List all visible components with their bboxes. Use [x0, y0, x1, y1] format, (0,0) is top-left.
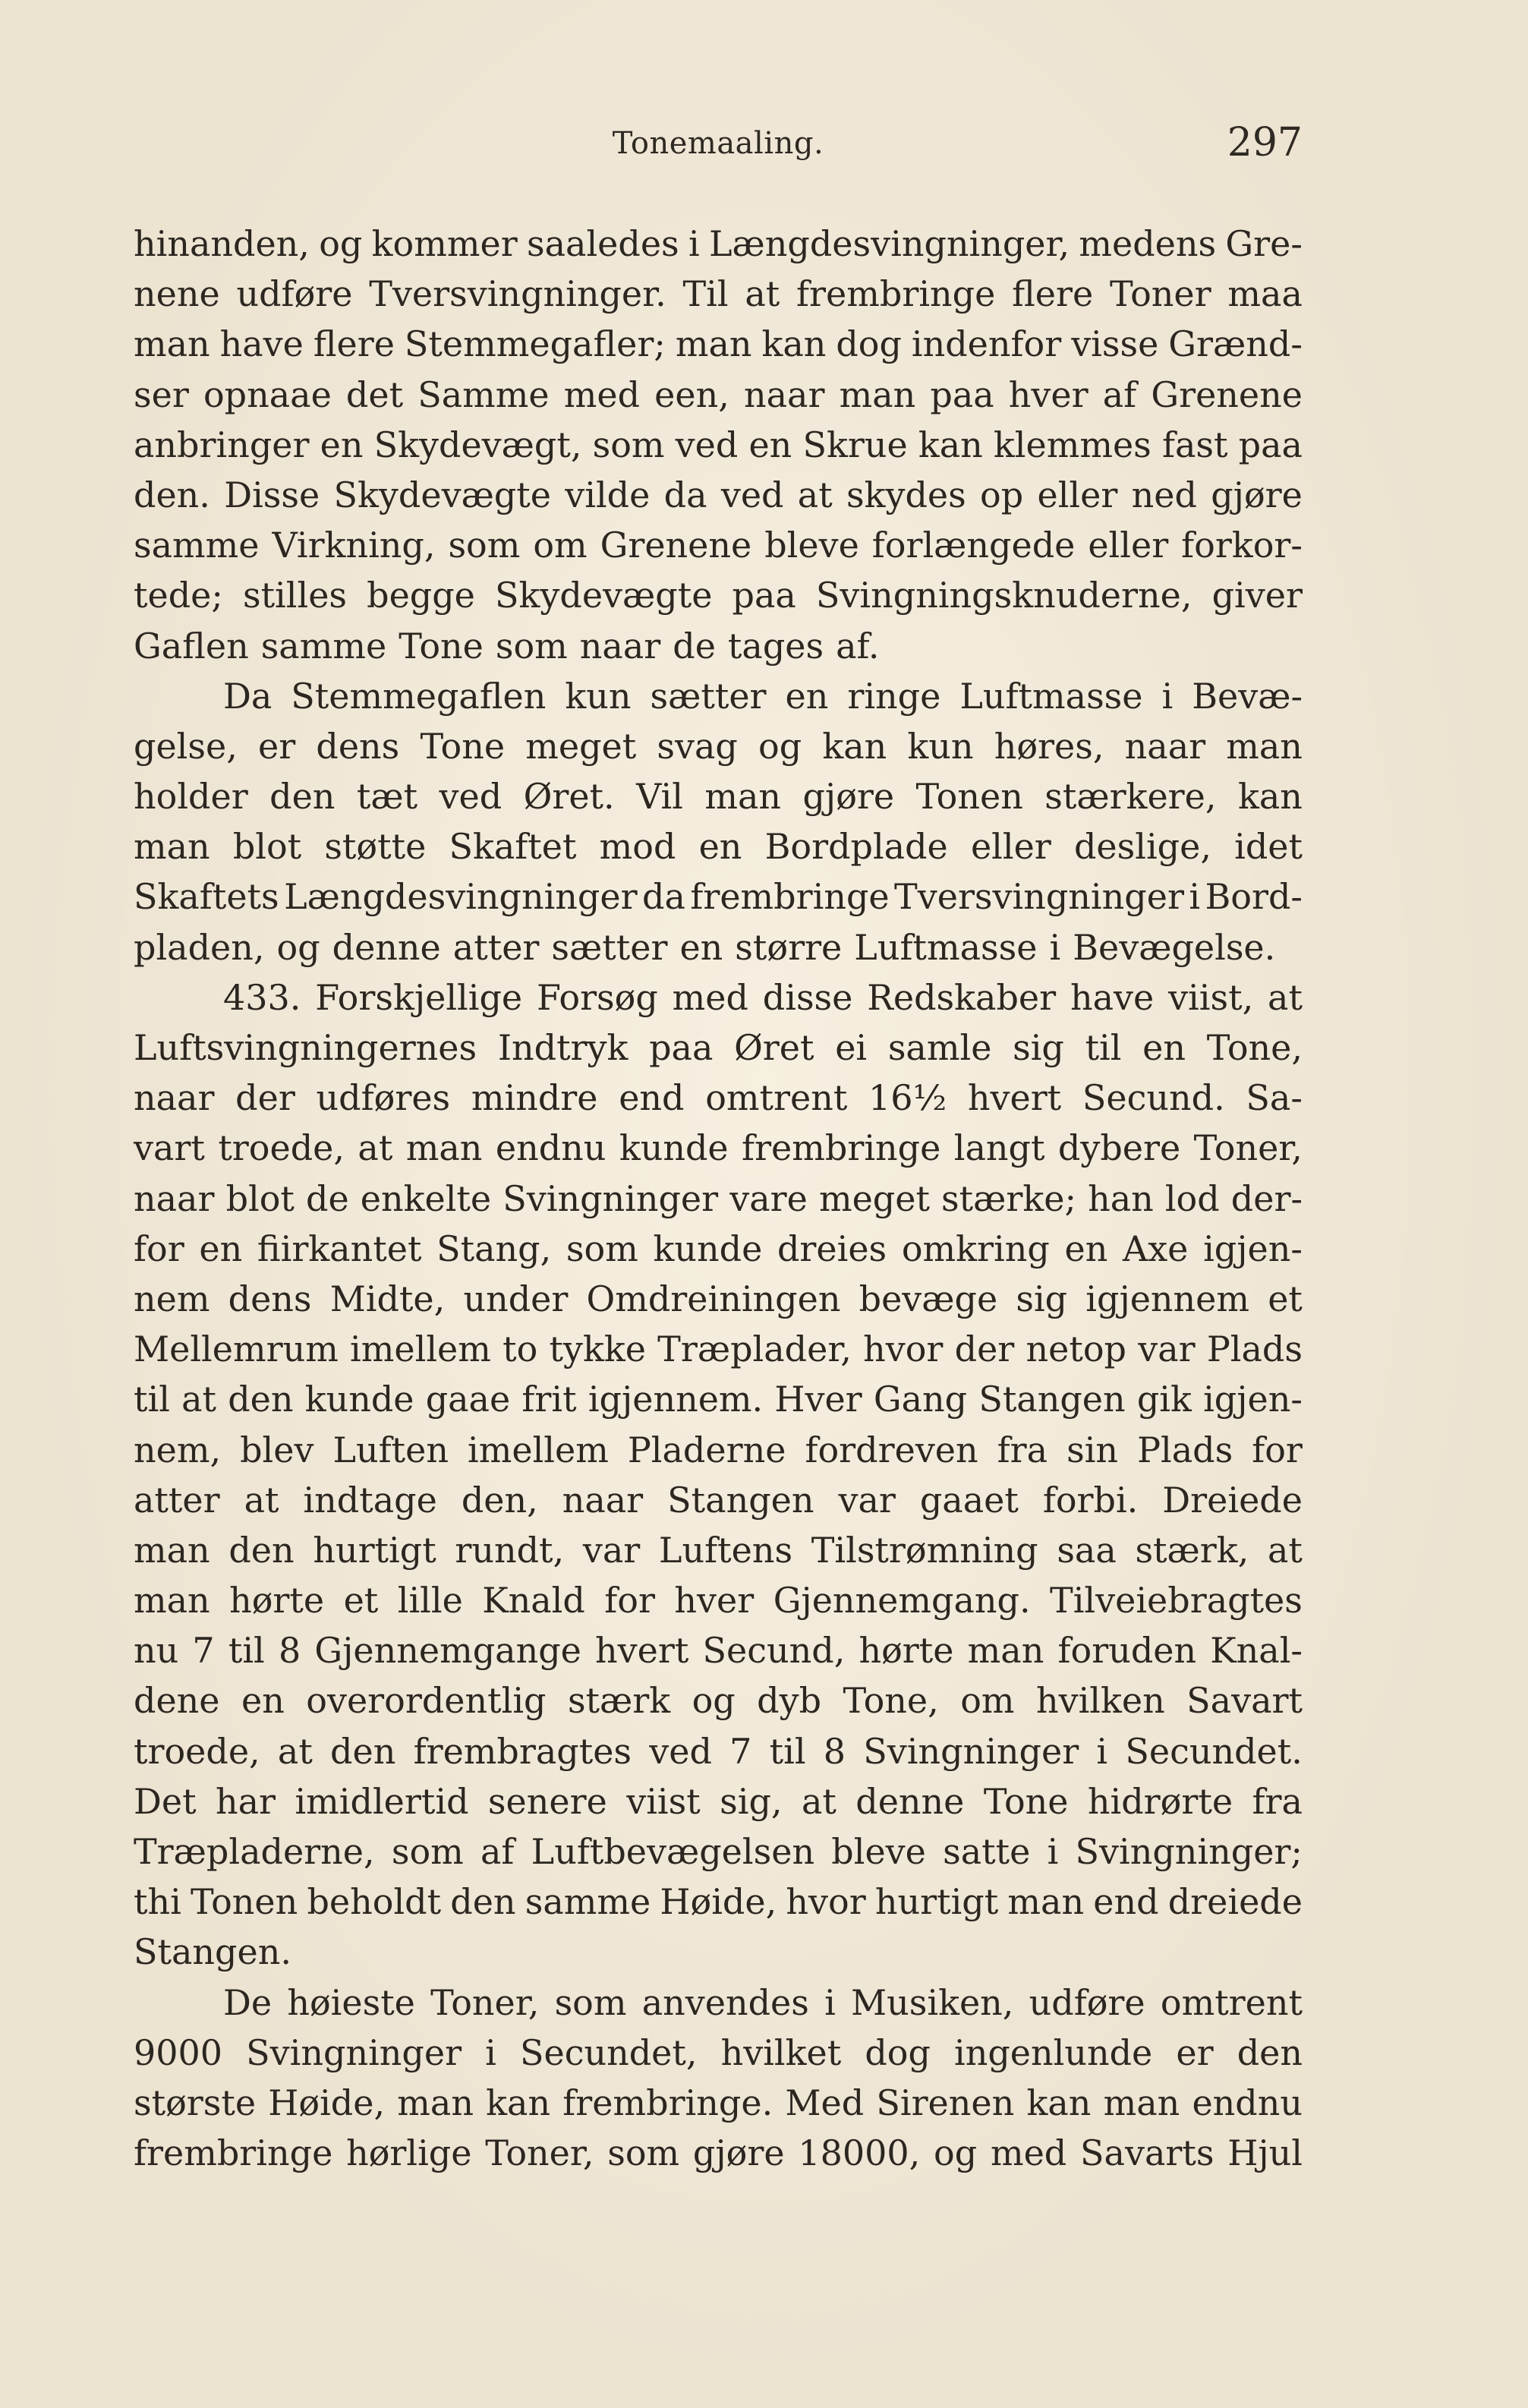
body-text	[134, 219, 1303, 2178]
text-line: ser opnaae det Samme med een, naar man paa hver af Grenene	[134, 373, 1303, 415]
text-line: holder den tæt ved Øret. Vil man gjøre Tonen stærkere, kan	[134, 776, 1303, 818]
text-line: nene udføre Tversvingninger. Til at frembringe flere Toner maa	[134, 273, 1303, 315]
text-line: Stangen.	[134, 1931, 291, 1973]
text-line: man hørte et lille Knald for hver Gjennemgang. Tilveiebragtes	[134, 1580, 1303, 1622]
text-line: 9000 Svingninger i Secundet, hvilket dog ingenlunde er den	[134, 2031, 1303, 2073]
text-line: samme Virkning, som om Grenene bleve forlængede eller forkor-	[134, 525, 1303, 566]
text-line: man blot støtte Skaftet mod en Bordplade eller deslige, idet	[134, 826, 1303, 868]
text-line: Gaflen samme Tone som naar de tages af.	[134, 625, 880, 667]
text-line: Træpladerne, som af Luftbevægelsen bleve satte i Svingninger;	[134, 1831, 1303, 1872]
text-line: til at den kunde gaae frit igjennem. Hver Gang Stangen gik igjen-	[134, 1379, 1303, 1420]
text-line: Da Stemmegaflen kun sætter en ringe Luftmasse i Bevæ-	[223, 675, 1303, 717]
text-line: naar blot de enkelte Svingninger vare meget stærke; han lod der-	[134, 1177, 1303, 1219]
text-line: nu 7 til 8 Gjennemgange hvert Secund, hørte man foruden Knal-	[134, 1630, 1303, 1672]
text-line: anbringer en Skydevægt, som ved en Skrue kan klemmes fast paa	[134, 424, 1303, 465]
text-line: man have flere Stemmegafler; man kan dog indenfor visse Grænd-	[134, 323, 1303, 365]
text-line: troede, at den frembragtes ved 7 til 8 Svingninger i Secundet.	[134, 1730, 1303, 1772]
text-line: vart troede, at man endnu kunde frembringe langt dybere Toner,	[134, 1127, 1303, 1169]
text-line: nem dens Midte, under Omdreiningen bevæge sig igjennem et	[134, 1278, 1303, 1319]
text-line: frembringe hørlige Toner, som gjøre 18000, og med Savarts Hjul	[134, 2132, 1303, 2174]
text-line: Skaftets Længdesvingninger da frembringe Tversvingninger i Bord-	[134, 876, 1303, 918]
text-line: tede; stilles begge Skydevægte paa Svingningsknuderne, giver	[134, 575, 1303, 616]
text-line: naar der udføres mindre end omtrent 16½ hvert Secund. Sa-	[134, 1077, 1303, 1119]
text-line: nem, blev Luften imellem Pladerne fordreven fra sin Plads for	[134, 1429, 1303, 1470]
text-line: Luftsvingningernes Indtryk paa Øret ei samle sig til en Tone,	[134, 1027, 1303, 1068]
running-title: Tonemaaling.	[612, 126, 824, 161]
text-line: gelse, er dens Tone meget svag og kan kun høres, naar man	[134, 725, 1303, 767]
text-line: Mellemrum imellem to tykke Træplader, hvor der netop var Plads	[134, 1328, 1303, 1370]
text-line: dene en overordentlig stærk og dyb Tone, om hvilken Savart	[134, 1680, 1303, 1722]
page-number: 297	[1227, 120, 1303, 165]
text-line: den. Disse Skydevægte vilde da ved at skydes op eller ned gjøre	[134, 474, 1303, 515]
text-line: pladen, og denne atter sætter en større Luftmasse i Bevægelse.	[134, 926, 1276, 968]
text-line: Det har imidlertid senere viist sig, at denne Tone hidrørte fra	[134, 1780, 1303, 1822]
text-line: thi Tonen beholdt den samme Høide, hvor hurtigt man end dreiede	[134, 1881, 1303, 1923]
text-line: 433. Forskjellige Forsøg med disse Redskaber have viist, at	[223, 976, 1303, 1018]
text-line: atter at indtage den, naar Stangen var gaaet forbi. Dreiede	[134, 1479, 1303, 1521]
page-header	[134, 120, 1303, 173]
text-line: De høieste Toner, som anvendes i Musiken, udføre omtrent	[223, 1981, 1303, 2023]
text-line: for en fiirkantet Stang, som kunde dreies omkring en Axe igjen-	[134, 1228, 1303, 1269]
text-line: hinanden, og kommer saaledes i Længdesvingninger, medens Gre-	[134, 223, 1303, 264]
text-line: største Høide, man kan frembringe. Med Sirenen kan man endnu	[134, 2082, 1303, 2123]
text-line: man den hurtigt rundt, var Luftens Tilstrømning saa stærk, at	[134, 1529, 1303, 1571]
